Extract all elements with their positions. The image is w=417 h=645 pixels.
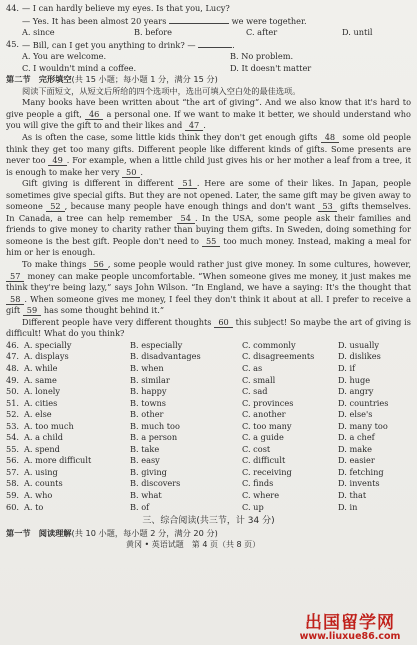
option-a: A. a child — [24, 432, 63, 443]
option-b: B. easy — [130, 455, 160, 466]
blank-59: 59 — [23, 306, 41, 316]
option-c: C. too many — [242, 420, 292, 431]
text-after-blank: . — [232, 39, 235, 50]
choice-number: 55. — [6, 443, 20, 454]
option-c: C. commonly — [242, 339, 296, 350]
option-b: B. a person — [130, 432, 178, 443]
blank-57: 57 — [6, 272, 24, 282]
question-text: — Bill, can I get you anything to drink? — — [22, 39, 196, 50]
option-a: A. who — [24, 489, 53, 500]
option-c: C. provinces — [242, 397, 294, 408]
option-d: D. many too — [338, 420, 388, 431]
option-d: D. a chef — [338, 432, 375, 443]
option-d: D. until — [342, 27, 373, 38]
option-d: D. invents — [338, 478, 380, 489]
choice-row — [6, 421, 411, 433]
paragraph-1: Many books have been written about “the art of giving”. And we also know that it's hard to give people a gift, 46 a personal one. If we want to make it better, we should understand who you will give the gift to and their likes and 47 . — [6, 97, 411, 131]
option-c: C. cost — [242, 443, 271, 454]
page-number-line — [6, 539, 411, 551]
blank-51: 51 — [178, 179, 196, 189]
choice-number: 54. — [6, 432, 20, 443]
paragraph-4: To make things 56 , some people would rather just give money. In some cultures, however, 57 money can make people uncomfortable. “When someone gives me money, it just makes me think they're being lazy,” says John Wilson. “In England, we have a saying: It's the thought that 58 . When someone gives me money, I feel they don't think it about at all. I prefer to receive a gift 59 has some thought behind it.” — [6, 259, 412, 316]
option-b: B. what — [130, 489, 162, 500]
blank-50: 50 — [122, 168, 140, 178]
blank-54: 54 — [177, 214, 195, 224]
choice-row — [6, 490, 411, 502]
answer-blank — [198, 39, 232, 48]
choice-row — [6, 386, 411, 398]
choice-row — [6, 478, 411, 490]
answer-blank — [169, 15, 229, 24]
reading-section-label: 第一节 阅读理解 — [6, 527, 72, 538]
option-d: D. if — [338, 362, 356, 373]
paragraph-2: As is often the case, some little kids think they don't get enough gifts 48 some old people think they get too many gifts. Different people like different kinds of gifts. Some presents are never too 49 . For example, when a little child just gives his or her mother a leaf from a tree, it is enough to make her very 50 . — [6, 132, 411, 177]
option-d: D. countries — [338, 397, 389, 408]
question-number: 44. — [6, 3, 20, 13]
option-c: C. up — [242, 501, 264, 512]
choice-number: 52. — [6, 409, 20, 420]
reading-section-score: (共 10 小题，每小题 2 分，满分 20 分) — [71, 527, 218, 538]
option-b: B. much too — [130, 420, 180, 431]
blank-46: 46 — [85, 110, 103, 120]
choice-number: 57. — [6, 466, 20, 477]
option-c: C. difficult — [242, 455, 286, 466]
text-after-blank: we were together. — [231, 15, 307, 26]
option-b: B. disadvantages — [130, 351, 201, 362]
option-d: D. huge — [338, 374, 371, 385]
choice-number: 46. — [6, 339, 20, 350]
option-c: C. I wouldn't mind a coffee. — [22, 62, 137, 73]
option-a: A. since — [22, 27, 55, 38]
option-c: C. where — [242, 489, 280, 500]
option-c: C. sad — [242, 386, 268, 397]
question-44-line2 — [6, 15, 411, 28]
option-b: B. discovers — [130, 478, 181, 489]
section-2-header — [6, 74, 411, 86]
question-44 — [6, 3, 411, 15]
blank-60: 60 — [214, 318, 232, 328]
option-a: A. specially — [24, 339, 72, 350]
option-c: C. finds — [242, 478, 274, 489]
site-watermark — [289, 613, 411, 643]
option-a: A. same — [24, 374, 57, 385]
choice-number: 51. — [6, 397, 20, 408]
choice-row — [6, 467, 411, 479]
option-a: A. while — [24, 362, 58, 373]
option-c: C. another — [242, 409, 286, 420]
paragraph-3: Gift giving is different in different 51 . Here are some of their likes. In Japan, people sometimes give special gifts. But they are not opened. Later, the same gift may be given away to someone 52 , because many people have enough things and don't want 53 gifts themselves. In Canada, a tree can help remember 54 . In the USA, some people ask their families and friends to give money to charity rather than buying them gifts. In Sweden, doing something for someone is the best gift. People don't need to 55 too much money. Instead, making a meal for him or her is enough. — [6, 178, 412, 258]
option-c: C. disagreements — [242, 351, 315, 362]
choice-row — [6, 398, 411, 410]
watermark-url: www.liuxue86.com — [299, 631, 401, 642]
option-d: D. usually — [338, 339, 379, 350]
section-score: (共 15 小题；每小题 1 分，满分 15 分) — [71, 74, 218, 85]
option-c: C. receiving — [242, 466, 292, 477]
option-b: B. happy — [130, 386, 167, 397]
blank-53: 53 — [318, 202, 336, 212]
page-number: 黄冈 • 英语试题 第 4 页（共 8 页） — [126, 540, 261, 550]
option-a: A. cities — [24, 397, 58, 408]
option-a: A. counts — [24, 478, 63, 489]
option-c: C. small — [242, 374, 276, 385]
choice-row — [6, 340, 411, 352]
choice-number: 49. — [6, 374, 20, 385]
option-d: D. dislikes — [338, 351, 381, 362]
option-d: D. make — [338, 443, 372, 454]
option-d: D. It doesn't matter — [230, 62, 312, 73]
cloze-passage — [6, 97, 411, 339]
choice-number: 48. — [6, 362, 20, 373]
page-footer — [6, 528, 411, 540]
choice-row — [6, 409, 411, 421]
option-b: B. of — [130, 501, 150, 512]
text-before-blank: — Yes. It has been almost 20 years — [22, 15, 167, 26]
option-a: A. lonely — [24, 386, 61, 397]
option-d: D. else's — [338, 409, 373, 420]
choice-row — [6, 375, 411, 387]
section-instruction: 阅读下面短文，从短文后所给的四个选项中，选出可填入空白处的最佳选项。 — [22, 85, 301, 96]
option-b: B. when — [130, 362, 164, 373]
section-title: 第二节 完形填空 — [6, 74, 72, 85]
choice-row — [6, 444, 411, 456]
option-a: A. You are welcome. — [22, 51, 107, 62]
option-a: A. spend — [24, 443, 60, 454]
paragraph-5: Different people have very different thoughts 60 this subject! So maybe the art of giving is difficult! What do you think? — [6, 316, 411, 339]
option-b: B. giving — [130, 466, 167, 477]
blank-56: 56 — [89, 260, 107, 270]
choice-number: 58. — [6, 478, 20, 489]
option-d: D. in — [338, 501, 358, 512]
part-3-heading: 三、综合阅读(共三节，计 34 分) — [142, 516, 275, 527]
choice-row — [6, 502, 411, 514]
blank-47: 47 — [185, 121, 203, 131]
choice-row — [6, 432, 411, 444]
option-a: A. else — [24, 409, 52, 420]
option-a: A. more difficult — [24, 455, 92, 466]
choice-row — [6, 363, 411, 375]
blank-48: 48 — [321, 133, 339, 143]
blank-58: 58 — [6, 295, 24, 305]
choice-list — [6, 340, 411, 513]
option-d: D. fetching — [338, 466, 384, 477]
question-text: — I can hardly believe my eyes. Is that you, Lucy? — [22, 3, 230, 13]
option-c: C. after — [246, 27, 278, 38]
option-d: D. that — [338, 489, 367, 500]
choice-row — [6, 351, 411, 363]
question-45-options — [6, 51, 411, 74]
option-b: B. similar — [130, 374, 170, 385]
option-b: B. take — [130, 443, 160, 454]
option-a: A. to — [24, 501, 44, 512]
option-c: C. as — [242, 362, 263, 373]
question-44-options — [6, 27, 411, 39]
choice-number: 56. — [6, 455, 20, 466]
question-45 — [6, 39, 411, 52]
choice-number: 50. — [6, 386, 20, 397]
option-b: B. especially — [130, 339, 183, 350]
blank-49: 49 — [48, 156, 66, 166]
option-c: C. a guide — [242, 432, 284, 443]
option-d: D. easier — [338, 455, 375, 466]
option-b: B. No problem. — [230, 51, 294, 62]
choice-number: 59. — [6, 489, 20, 500]
option-a: A. using — [24, 466, 58, 477]
blank-55: 55 — [202, 237, 220, 247]
blank-52: 52 — [46, 202, 64, 212]
option-a: A. too much — [24, 420, 74, 431]
question-number: 45. — [6, 38, 20, 49]
choice-number: 47. — [6, 351, 20, 362]
watermark-name: 出国留学网 — [305, 613, 395, 633]
option-b: B. other — [130, 409, 164, 420]
option-d: D. angry — [338, 386, 374, 397]
option-a: A. displays — [24, 351, 69, 362]
choice-number: 53. — [6, 420, 20, 431]
choice-row — [6, 455, 411, 467]
option-b: B. before — [134, 27, 173, 38]
option-b: B. towns — [130, 397, 166, 408]
choice-number: 60. — [6, 501, 20, 512]
